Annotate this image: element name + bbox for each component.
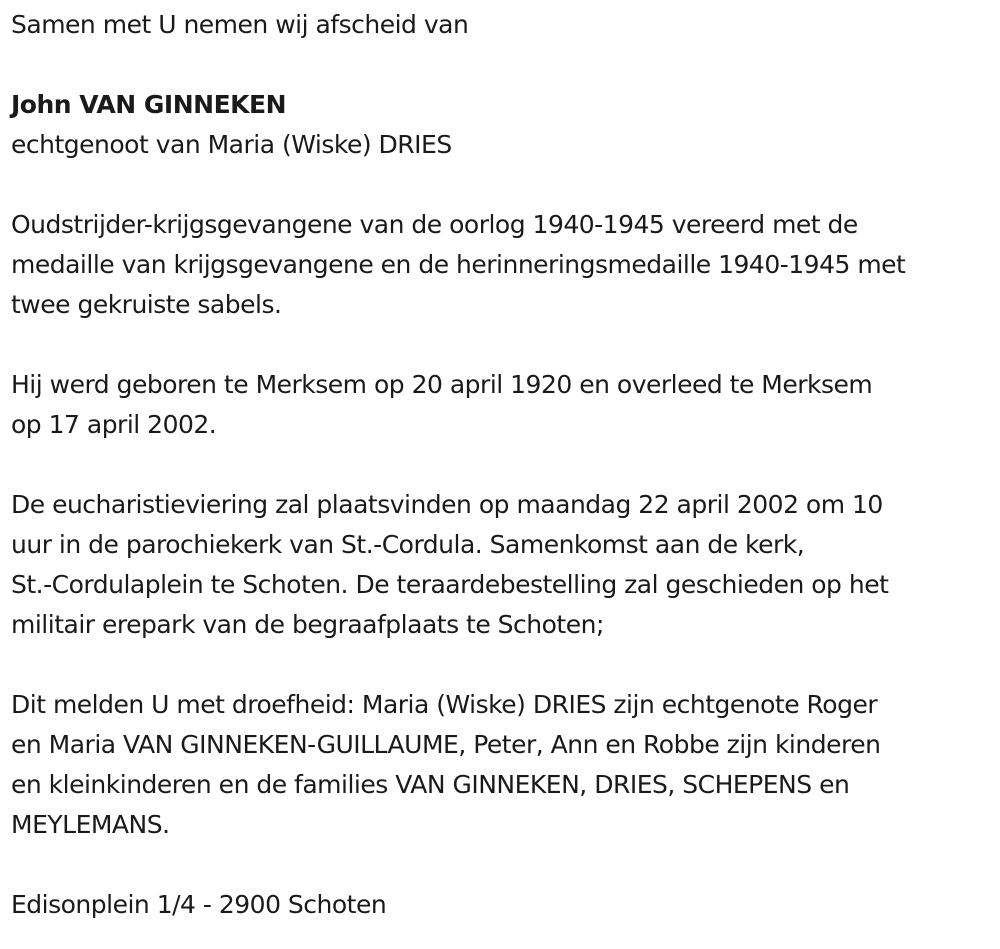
spacer — [11, 45, 996, 85]
service-line: St.-Cordulaplein te Schoten. De teraardebestelling zal geschieden op het — [11, 570, 889, 599]
honors-line: twee gekruiste sabels. — [11, 290, 282, 319]
life-paragraph — [11, 365, 996, 445]
deceased-name: John VAN GINNEKEN — [11, 90, 287, 119]
spouse-line: echtgenoot van Maria (Wiske) DRIES — [11, 130, 452, 159]
service-line: uur in de parochiekerk van St.-Cordula. Samenkomst aan de kerk, — [11, 530, 805, 559]
family-line: en kleinkinderen en de families VAN GINNEKEN, DRIES, SCHEPENS en — [11, 770, 850, 799]
spacer — [11, 165, 996, 205]
service-paragraph — [11, 485, 996, 645]
family-line: Dit melden U met droefheid: Maria (Wiske) DRIES zijn echtgenote Roger — [11, 690, 878, 719]
spacer — [11, 645, 996, 685]
address-line: Edisonplein 1/4 - 2900 Schoten — [11, 890, 387, 919]
intro-line: Samen met U nemen wij afscheid van — [11, 10, 469, 39]
family-line: MEYLEMANS. — [11, 810, 170, 839]
service-line: De eucharistieviering zal plaatsvinden op maandag 22 april 2002 om 10 — [11, 490, 883, 519]
family-paragraph — [11, 685, 996, 845]
life-line: op 17 april 2002. — [11, 410, 217, 439]
honors-line: Oudstrijder-krijgsgevangene van de oorlog 1940-1945 vereerd met de — [11, 210, 858, 239]
spacer — [11, 845, 996, 885]
family-line: en Maria VAN GINNEKEN-GUILLAUME, Peter, Ann en Robbe zijn kinderen — [11, 730, 881, 759]
life-line: Hij werd geboren te Merksem op 20 april 1920 en overleed te Merksem — [11, 370, 873, 399]
spacer — [11, 445, 996, 485]
death-notice — [11, 5, 996, 925]
honors-paragraph — [11, 205, 996, 325]
honors-line: medaille van krijgsgevangene en de herinneringsmedaille 1940-1945 met — [11, 250, 906, 279]
spacer — [11, 325, 996, 365]
service-line: militair erepark van de begraafplaats te Schoten; — [11, 610, 604, 639]
